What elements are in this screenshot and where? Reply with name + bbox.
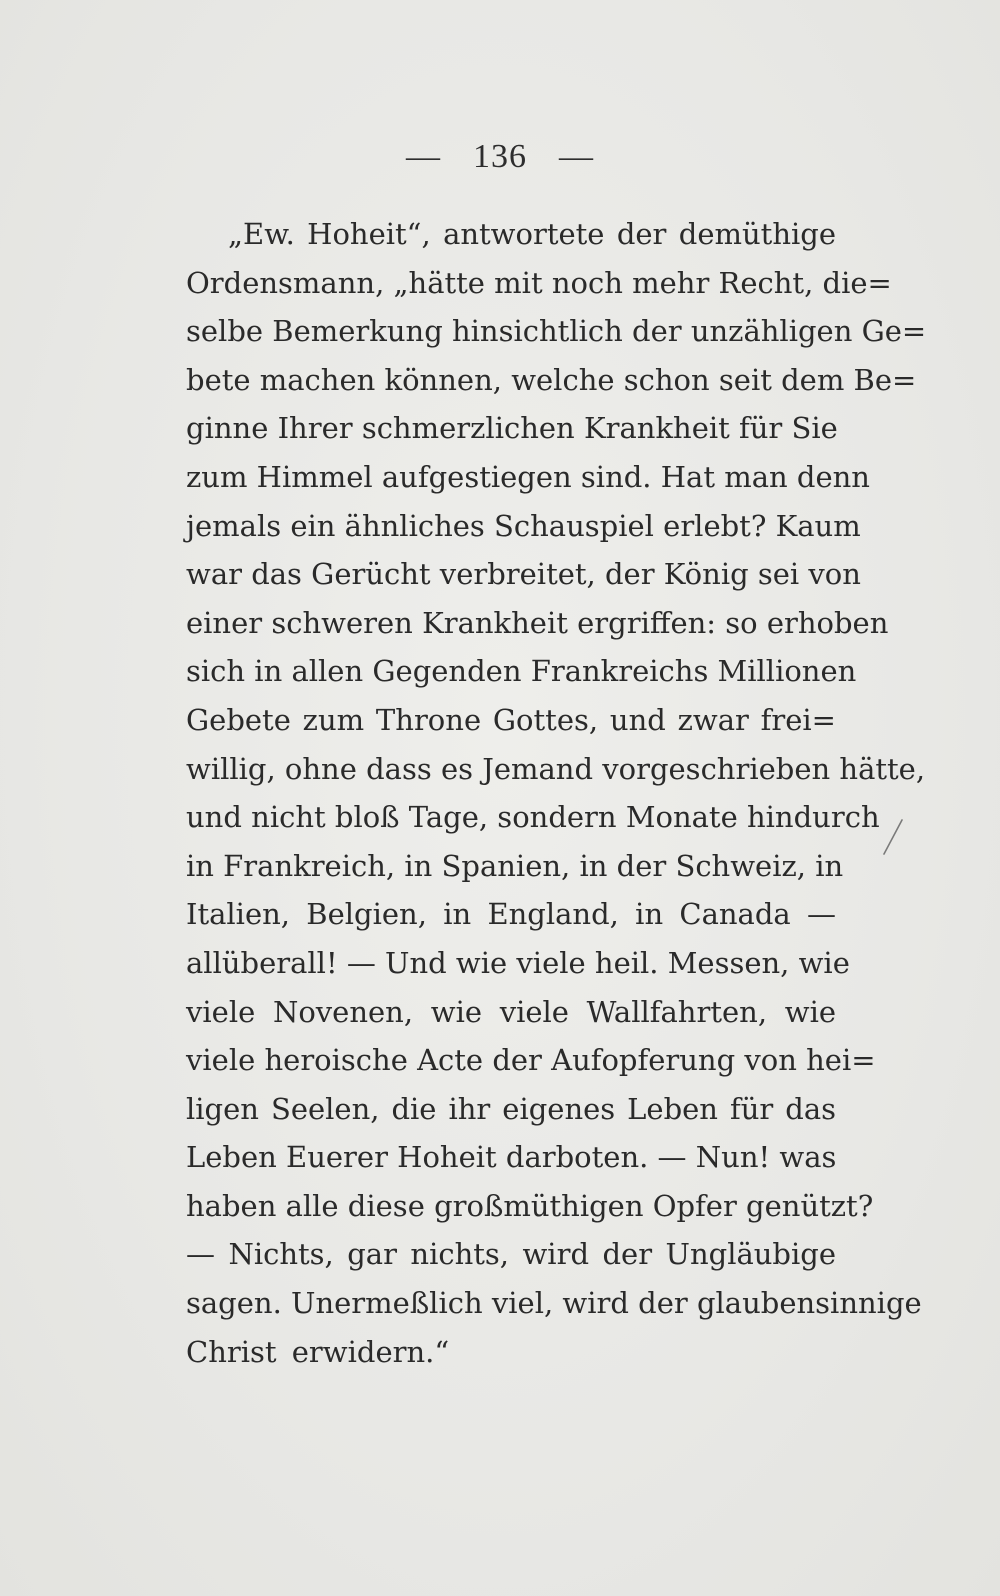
text-line: allüberall! — Und wie viele heil. Messen, wie: [186, 945, 850, 980]
paragraph: [186, 210, 927, 1376]
text-line: ginne Ihrer schmerzlichen Krankheit für Sie: [186, 411, 838, 446]
text-line: zum Himmel aufgestiegen sind. Hat man denn: [186, 459, 870, 494]
text-line: Leben Euerer Hoheit darboten. — Nun! was: [186, 1140, 837, 1175]
page-header: [0, 138, 1000, 176]
text-line: einer schweren Krankheit ergriffen: so erhoben: [186, 605, 889, 640]
text-line: jemals ein ähnliches Schauspiel erlebt? Kaum: [186, 508, 861, 543]
text-line: — Nichts, gar nichts, wird der Ungläubige: [186, 1237, 836, 1272]
text-line: viele heroische Acte der Aufopferung von hei=: [186, 1043, 876, 1078]
text-line: haben alle diese großmüthigen Opfer genützt?: [186, 1188, 874, 1223]
page-number: 136: [473, 138, 527, 175]
text-line: selbe Bemerkung hinsichtlich der unzähligen Ge=: [186, 314, 927, 349]
text-line: sagen. Unermeßlich viel, wird der glaubensinnige: [186, 1286, 922, 1321]
header-dash-left: —: [406, 138, 441, 175]
text-line: und nicht bloß Tage, sondern Monate hindurch: [186, 800, 880, 835]
text-line: Ordensmann, „hätte mit noch mehr Recht, die=: [186, 265, 892, 300]
text-line: Christ erwidern.“: [186, 1334, 450, 1369]
pencil-margin-mark: [878, 818, 908, 858]
text-line: war das Gerücht verbreitet, der König sei von: [186, 557, 861, 592]
text-line: ligen Seelen, die ihr eigenes Leben für das: [186, 1091, 836, 1126]
header-dash-right: —: [559, 138, 594, 175]
text-line: in Frankreich, in Spanien, in der Schweiz, in: [186, 848, 844, 883]
text-line: willig, ohne dass es Jemand vorgeschrieben hätte,: [186, 751, 926, 786]
text-line: „Ew. Hoheit“, antwortete der demüthige: [228, 217, 836, 251]
text-line: sich in allen Gegenden Frankreichs Millionen: [186, 654, 857, 689]
text-line: bete machen können, welche schon seit dem Be=: [186, 362, 917, 397]
text-line: Italien, Belgien, in England, in Canada —: [186, 897, 836, 932]
text-line: Gebete zum Throne Gottes, und zwar frei=: [186, 702, 836, 737]
text-line: viele Novenen, wie viele Wallfahrten, wie: [186, 994, 836, 1029]
